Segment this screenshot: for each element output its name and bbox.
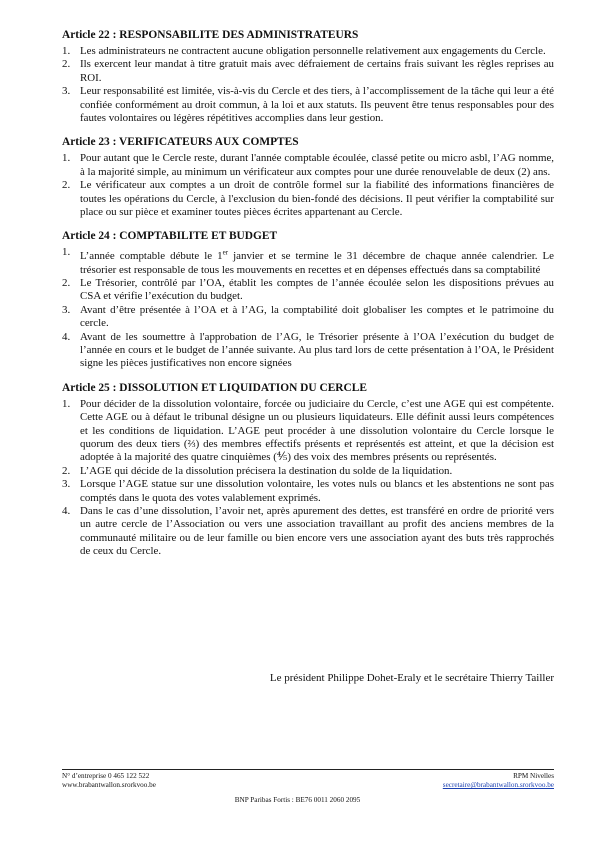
article-23	[62, 135, 554, 219]
list-item: 1. L’année comptable débute le 1er janvier et se termine le 31 décembre de chaque année calendrier. Le trésorier est responsable de tous les mouvements en recettes et en dépenses effectués dans sa comptabilité	[62, 246, 554, 276]
footer-divider	[62, 769, 554, 770]
article-title: Article 22 : RESPONSABILITE DES ADMINISTRATEURS	[62, 29, 359, 41]
list-item: 2. Ils exercent leur mandat à titre gratuit mais avec défraiement de certains frais suivant les règles reprises au ROI.	[62, 58, 554, 84]
list-item: 4. Avant de les soumettre à l'approbation de l’AG, le Trésorier présente à l’OA l’exécution du budget de l’année en cours et le budget de l’année suivante. Au plus tard lors de cette présentation à l’OA, le Président signe les pièces justificatives non encore signées	[62, 330, 554, 370]
footer-left	[62, 772, 156, 790]
article-24	[62, 229, 554, 370]
list-item: 3. Leur responsabilité est limitée, vis-à-vis du Cercle et des tiers, à l’accomplissement de la tâche qui leur a été confiée conformément au droit commun, à la loi et aux statuts. Ils peuvent être tenus responsables pour des fautes volontaires ou légères répétitives accomplies dans leur gestion.	[62, 85, 554, 125]
footer-right	[443, 772, 554, 790]
list-item: 1. Pour autant que le Cercle reste, durant l'année comptable écoulée, classé petite ou micro asbl, l’AG nomme, à la majorité simple, au minimum un vérificateur aux comptes pour une durée renouvelable de deux (2) ans.	[62, 152, 554, 178]
list-item: 1. Pour décider de la dissolution volontaire, forcée ou judiciaire du Cercle, c’est une AGE qui est compétente. Cette AGE ou à défaut le tribunal désigne un ou plusieurs liquidateurs. Elle définit aussi leurs compétences et les conditions de liquidation. L’AGE peut procéder à une dissolution volontaire du Cercle lorsque le quorum des deux tiers (⅔) des membres effectifs présents et représentés est atteint, et que la décision est adoptée à la majorité des quatre cinquièmes (⅘) des voix des membres présents ou représentés.	[62, 397, 554, 464]
list-item: 1. Les administrateurs ne contractent aucune obligation personnelle relativement aux engagements du Cercle.	[62, 45, 546, 57]
article-25	[62, 381, 554, 559]
list-item: 2. Le vérificateur aux comptes a un droit de contrôle formel sur la fiabilité des informations financières de toutes les opérations du Cercle, à l'exclusion du bien-fondé des décisions. Il peut vérifier la comptabilité sur place ou sur pièce et examiner toutes pièces écrites appartenant au Cercle.	[62, 179, 554, 219]
list-item: 2. L’AGE qui décide de la dissolution précisera la destination du solde de la liquidation.	[62, 464, 453, 477]
article-title: Article 25 : DISSOLUTION ET LIQUIDATION DU CERCLE	[62, 381, 367, 394]
list-item: 3. Lorsque l’AGE statue sur une dissolution volontaire, les votes nuls ou blancs et les abstentions ne sont pas comptés dans le quota des votes valablement exprimés.	[62, 478, 554, 504]
article-22	[62, 28, 554, 125]
signature-line: Le président Philippe Dohet-Eraly et le secrétaire Thierry Tailler	[269, 672, 554, 684]
list-item: 3. Avant d’être présentée à l’OA et à l’AG, la comptabilité doit globaliser les comptes et le patrimoine du cercle.	[62, 303, 554, 330]
website-link[interactable]: www.brabantwallon.srorkvoo.be	[62, 781, 156, 790]
article-title: Article 24 : COMPTABILITE ET BUDGET	[62, 230, 278, 243]
article-title: Article 23 : VERIFICATEURS AUX COMPTES	[62, 136, 299, 149]
list-item: 4. Dans le cas d’une dissolution, l’avoir net, après apurement des dettes, est transféré en ordre de priorité vers un autre cercle de l’Association ou vers une association travaillant au profit des anciens membres de la communauté militaire ou de leur famille ou bien encore vers une association ayant des buts très rapprochés de ceux du Cercle.	[62, 505, 554, 558]
list-item: 2. Le Trésorier, contrôlé par l’OA, établit les comptes de l’année écoulée selon les dispositions prévues au CSA et vérifie l’exécution du budget.	[62, 276, 554, 303]
rpm-label: RPM Nivelles	[513, 772, 554, 780]
bank-details: BNP Paribas Fortis : BE76 0011 2060 2095	[234, 796, 361, 804]
email-link[interactable]: secretaire@brabantwallon.srorkvoo.be	[442, 781, 554, 790]
enterprise-number: N° d’entreprise 0 465 122 522	[62, 772, 150, 780]
document-body	[62, 28, 554, 569]
